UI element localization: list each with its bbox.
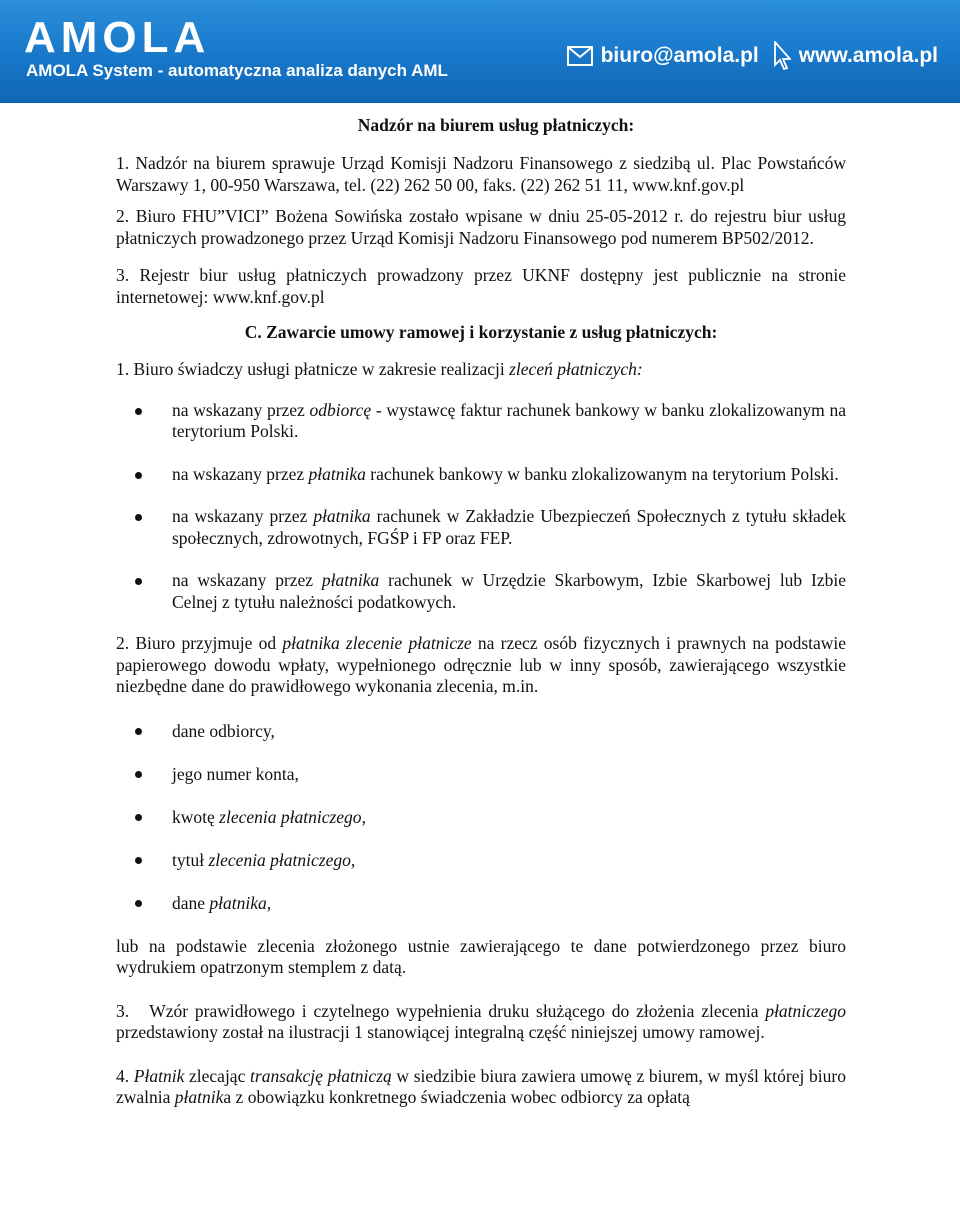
clause-italic: płatnik (174, 1087, 224, 1107)
list-item (116, 570, 846, 613)
item-text: jego numer konta, (172, 763, 299, 784)
clause-number: 2. (116, 633, 130, 653)
clause-2 (116, 633, 846, 698)
item-text: na wskazany przez (172, 399, 310, 420)
list-item (116, 763, 846, 785)
item-text: na wskazany przez (172, 506, 314, 526)
paragraph-2: 2. Biuro FHU”VICI” Bożena Sowińska zostało wpisane w dniu 25-05-2012 r. do rejestru biur usług płatniczych prowadzonego przez Urząd Komisji Nadzoru Finansowego pod numerem BP502/2012. (116, 206, 846, 248)
clause-italic: płatniczego (765, 1000, 846, 1021)
bullet-icon (135, 472, 142, 479)
item-text: tytuł (172, 849, 209, 870)
bullet-icon (135, 857, 142, 864)
item-text: na wskazany przez (172, 463, 309, 484)
list-item (116, 400, 846, 443)
paragraph-1: 1. Nadzór na biurem sprawuje Urząd Komisji Nadzoru Finansowego z siedzibą ul. Plac Powstańców Warszawy 1, 00-950 Warszawa, tel. (22) 262 50 00, faks. (22) 262 51 11, www.knf.gov.pl (116, 153, 846, 195)
clause-text: Biuro świadczy usługi płatnicze w zakresie realizacji (133, 359, 510, 379)
logo-tagline: AMOLA System - automatyczna analiza danych AML (26, 61, 448, 80)
bullet-icon (135, 728, 142, 735)
header-banner (0, 0, 960, 103)
mail-icon (567, 46, 593, 66)
clause-text: Biuro przyjmuje od (135, 633, 283, 653)
item-italic: płatnika (321, 570, 380, 590)
bullet-list-required-data (116, 720, 846, 914)
item-text: rachunek bankowy w banku zlokalizowanym na terytorium Polski. (365, 463, 839, 484)
section-heading-c: C. Zawarcie umowy ramowej i korzystanie z usług płatniczych: (244, 322, 718, 342)
list-item (116, 892, 846, 914)
clause-number: 4. (116, 1065, 130, 1086)
clause-text: przedstawiony został na ilustracji 1 stanowiącej integralną część niniejszej umowy ramowej. (116, 1022, 765, 1042)
clause-italic: transakcję płatniczą (250, 1065, 392, 1086)
item-text: , (361, 806, 366, 827)
clause-4 (116, 1066, 846, 1109)
clause-3 (116, 1001, 846, 1044)
paragraph-3: 3. Rejestr biur usług płatniczych prowadzony przez UKNF dostępny jest publicznie na stronie internetowej: www.knf.gov.pl (116, 265, 846, 307)
item-italic: płatnika (313, 506, 371, 526)
website-link[interactable]: www.amola.pl (798, 44, 938, 67)
logo: AMOLA (24, 13, 211, 62)
bullet-icon (135, 408, 142, 415)
list-item (116, 806, 846, 828)
cursor-arrow-icon (773, 41, 791, 71)
item-text: dane odbiorcy, (172, 720, 275, 741)
list-item (116, 849, 846, 871)
clause-1 (116, 359, 846, 381)
email-link[interactable]: biuro@amola.pl (600, 44, 759, 67)
item-text: na wskazany przez (172, 570, 322, 590)
page-title: Nadzór na biurem usług płatniczych: (357, 115, 635, 135)
bullet-icon (135, 578, 142, 585)
contact-bar (567, 40, 938, 72)
list-item (116, 506, 846, 549)
item-italic: zlecenia płatniczego, (208, 849, 356, 870)
clause-text: zlecając (184, 1065, 251, 1086)
item-italic: zlecenia płatniczego (219, 806, 362, 827)
item-text: dane (172, 892, 210, 913)
bullet-icon (135, 771, 142, 778)
bullet-icon (135, 900, 142, 907)
clause-text: w siedzibie biura zawiera umowę z biurem, w myśl której biuro zwalnia (116, 1065, 846, 1107)
item-text: - wystawcę faktur rachunek bankowy w banku zlokalizowanym na terytorium Polski. (172, 399, 846, 441)
clause-text: Wzór prawidłowego i czytelnego wypełnienia druku służącego do złożenia zlecenia (149, 1000, 766, 1021)
clause-number: 3. (116, 1000, 130, 1021)
clause-italic: zleceń płatniczych: (509, 359, 643, 379)
list-item (116, 720, 846, 742)
item-italic: odbiorcę (309, 399, 372, 420)
bullet-icon (135, 514, 142, 521)
clause-italic: Płatnik (133, 1065, 185, 1086)
clause-italic: płatnika zlecenie płatnicze (282, 633, 472, 653)
clause-text: a z obowiązku konkretnego świadczenia wobec odbiorcy za opłatą (223, 1087, 690, 1107)
document-body (116, 113, 846, 1109)
item-text: rachunek w Zakładzie Ubezpieczeń Społecznych z tytułu składek społecznych, zdrowotnych, FGŚP i FP oraz FEP. (172, 506, 846, 548)
item-italic: płatnika (308, 463, 366, 484)
item-text: rachunek w Urzędzie Skarbowym, Izbie Skarbowej lub Izbie Celnej z tytułu należności podatkowych. (172, 570, 846, 612)
item-italic: płatnika, (209, 892, 272, 913)
bullet-icon (135, 814, 142, 821)
list-item (116, 464, 846, 486)
item-text: kwotę (172, 806, 220, 827)
clause-2-tail: lub na podstawie zlecenia złożonego ustnie zawierającego te dane potwierdzonego przez biuro wydrukiem opatrzonym stemplem z datą. (116, 935, 846, 977)
clause-number: 1. (116, 359, 130, 379)
bullet-list-payments (116, 400, 846, 614)
clause-text: na rzecz osób fizycznych i prawnych na podstawie papierowego dowodu wpłaty, wypełnionego odręcznie lub w inny sposób, zawierającego wszystkie niezbędne dane do prawidłowego wykonania zlecenia, m.in. (116, 633, 847, 696)
